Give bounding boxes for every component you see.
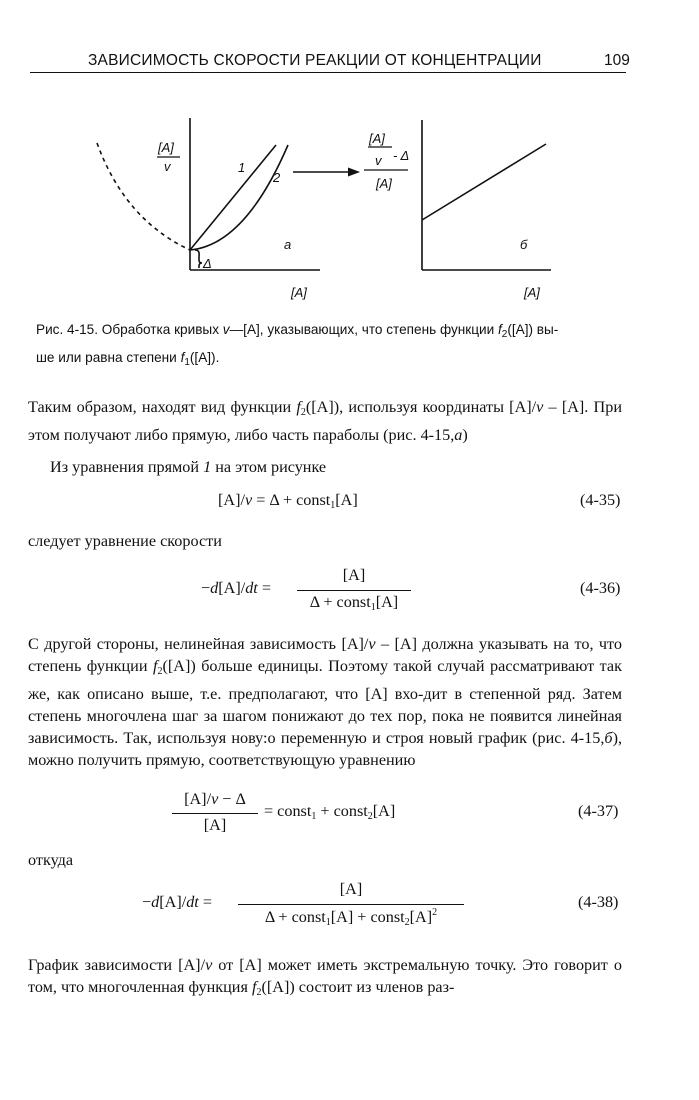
equation-4-37-numerator: [A]/v − Δ <box>184 790 246 808</box>
paragraph-5: откуда <box>28 851 74 869</box>
right-ylabel-top: [A] <box>369 131 385 146</box>
left-ylabel-numerator: [A] <box>158 140 174 155</box>
dashed-parabola <box>97 143 190 250</box>
curve-1 <box>190 145 276 250</box>
equation-4-36-denominator: Δ + const$_1$[A] <box>309 593 399 613</box>
paragraph-1: Таким образом, находят вид функции $f_2([A])$, используя координаты [A]/v – [A]. При этом получают либо прямую, либо часть параболы (рис. 4-15,а) <box>28 398 622 444</box>
x-axis-label-b: [A] <box>524 285 540 300</box>
equation-4-37-rhs: = const$_1$ + const$_2$[A] <box>264 802 396 822</box>
equation-4-38-denominator: Δ + const$_1$[A] + $const_2[A]^2$ <box>264 907 438 928</box>
equation-4-37-denominator: [A] <box>203 816 227 834</box>
right-ylabel-bottom: [A] <box>376 176 392 191</box>
panel-b-label: б <box>520 237 528 252</box>
equation-4-38-fraction-bar <box>238 904 464 905</box>
running-title: ЗАВИСИМОСТЬ СКОРОСТИ РЕАКЦИИ ОТ КОНЦЕНТРАЦИИ <box>88 52 542 69</box>
panel-a-label: а <box>284 237 292 252</box>
right-ylabel-minus-delta: - Δ <box>393 148 410 163</box>
delta-brace <box>195 250 202 268</box>
arrow-head <box>348 168 360 177</box>
equation-4-36-numerator: [A] <box>342 566 366 584</box>
equation-number-4-38: (4-38) <box>578 893 619 911</box>
x-axis-label-a: [A] <box>291 285 307 300</box>
equation-number-4-36: (4-36) <box>580 579 621 597</box>
equation-4-37-fraction-bar <box>172 813 258 814</box>
paragraph-3: следует уравнение скорости <box>28 532 222 550</box>
line-b <box>422 144 546 220</box>
figure-4-15 <box>0 0 699 310</box>
equation-4-38-numerator: [A] <box>339 880 363 898</box>
paragraph-2: Из уравнения прямой 1 на этом рисунке <box>50 458 327 476</box>
paragraph-4: С другой стороны, нелинейная зависимость [A]/v – [A] должна указывать на то, что степень функции $f_2([A])$ больше единицы. Поэтому такой случай рассматривают так же, как описано выше, т.е. предполагают, что [A] вхо-дит в степенной ряд. Затем степень многочлена шаг за шагом понижают до тех пор, пока не появится линейная зависимость. Так, используя нову:о переменную и строя новый график (рис. 4-15,б), можно получить прямую, соответствующую уравнению <box>28 635 622 769</box>
equation-number-4-35: (4-35) <box>580 491 621 509</box>
equation-4-35: [A]/v = Δ + const$_1$[A] <box>218 491 358 511</box>
figure-caption: Рис. 4-15. Обработка кривых v—[A], указывающих, что степень функции $f_2([A])$ вы- ше или равна степени $f_1([A])$. <box>36 322 559 368</box>
equation-4-38-lhs: −d[A]/dt = <box>142 893 212 911</box>
equation-4-36-lhs: −d[A]/dt = <box>201 579 271 597</box>
left-ylabel-denominator: v <box>164 159 171 174</box>
equation-number-4-37: (4-37) <box>578 802 619 820</box>
page-number: 109 <box>604 52 630 69</box>
right-ylabel-v: v <box>375 153 382 168</box>
equation-4-36-fraction-bar <box>297 590 411 591</box>
paragraph-6: График зависимости [A]/v от [A] может иметь экстремальную точку. Это говорит о том, что многочленная функция $f_2([A])$ состоит из членов раз- <box>28 956 623 998</box>
delta-label: Δ <box>203 256 212 271</box>
curve-1-label: 1 <box>238 160 246 175</box>
curve-2-label: 2 <box>273 170 281 185</box>
